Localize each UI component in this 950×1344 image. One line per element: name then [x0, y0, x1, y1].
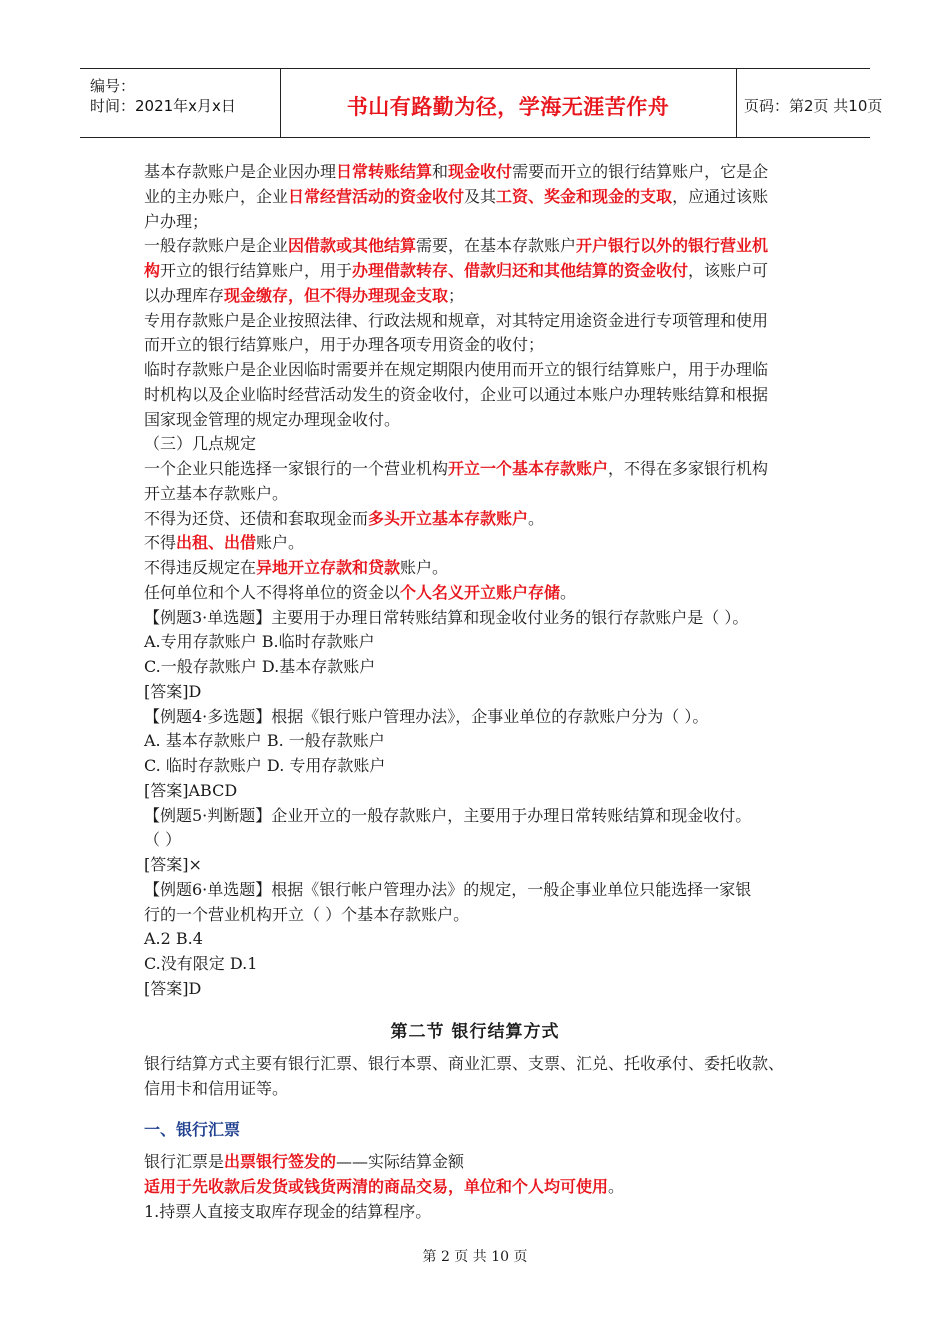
- text-segment: 而开立的银行结算账户，用于办理各项专用资金的收付；: [144, 335, 545, 355]
- text-segment: 和: [432, 162, 449, 181]
- text-line: [144, 210, 814, 235]
- highlighted-text: 适用于: [144, 1176, 193, 1196]
- text-segment: 业的主办账户，企业: [144, 186, 289, 206]
- text-segment: 以办理库存: [144, 285, 225, 305]
- text-line: [144, 804, 814, 829]
- section-title: 第二节 银行结算方式: [390, 1022, 560, 1042]
- text-segment: A.专用存款账户 B.临时存款账户: [144, 632, 375, 652]
- text-line: [144, 754, 814, 779]
- highlighted-text: 办理借款转存、借款归还和其他结算的资金收付: [352, 261, 689, 280]
- highlighted-text: 日常经营活动的资金收付: [288, 186, 465, 206]
- text-line: [144, 333, 814, 358]
- text-segment: 。: [608, 1176, 625, 1196]
- text-segment: 行的一个营业机构开立（ ）个基本存款账户。: [144, 904, 470, 924]
- text-segment: ，该账户可: [688, 261, 769, 280]
- text-segment: ；: [448, 285, 465, 305]
- text-line: [144, 160, 814, 185]
- header-info-cell: [80, 69, 281, 137]
- highlighted-text: 构: [144, 261, 161, 280]
- text-segment: [答案]D: [144, 681, 202, 701]
- text-line: [144, 482, 814, 507]
- text-segment: 【例题4·多选题】根据《银行账户管理办法》，企事业单位的存款账户分为（ ）。: [144, 706, 709, 726]
- text-segment: 【例题5·判断题】企业开立的一般存款账户，主要用于办理日常转账结算和现金收付。: [144, 805, 752, 825]
- text-segment: 时机构以及企业临时经营活动发生的资金收付，企业可以通过本账户办理转账结算和根据: [144, 384, 769, 404]
- highlighted-text: 现金缴存，但不得办理现金支取: [224, 285, 449, 305]
- text-segment: 1.持票人直接支取库存现金的结算程序。: [144, 1201, 432, 1221]
- text-line: [144, 1052, 784, 1077]
- text-segment: C. 临时存款账户 D. 专用存款账户: [144, 756, 386, 775]
- text-segment: [答案]ABCD: [144, 780, 238, 800]
- text-line: [144, 507, 814, 532]
- header-page-cell: [736, 69, 883, 137]
- text-line: [144, 185, 814, 210]
- highlighted-text: 开立一个基本存款账户: [448, 459, 609, 478]
- text-segment: 不得: [144, 533, 177, 553]
- highlighted-text: 工资、奖金和现金的支取: [496, 186, 673, 206]
- text-segment: 开立基本存款账户。: [144, 483, 289, 503]
- text-line: [144, 457, 814, 482]
- text-segment: 。: [560, 582, 577, 602]
- text-segment: （ ）: [144, 830, 182, 850]
- text-segment: 专用存款账户是企业按照法律、行政法规和规章，对其特定用途资金进行专项管理和使用: [144, 310, 769, 330]
- text-segment: 开立的银行结算账户，用于: [160, 261, 353, 280]
- text-line: [144, 878, 814, 903]
- text-line: [144, 1200, 624, 1225]
- text-segment: 基本存款账户是企业因办理: [144, 162, 337, 181]
- highlighted-text: 日常转账结算: [336, 162, 433, 181]
- document-number-label: 编号：: [90, 77, 136, 95]
- text-segment: 账户。: [400, 558, 449, 577]
- text-line: [144, 779, 814, 804]
- text-line: [144, 358, 814, 383]
- text-line: [144, 284, 814, 309]
- text-segment: 临时存款账户是企业因临时需要并在规定期限内使用而开立的银行结算账户，用于办理临: [144, 360, 769, 379]
- text-line: [144, 927, 814, 952]
- highlighted-text: 出票银行签发的: [224, 1152, 337, 1171]
- text-line: [144, 952, 814, 977]
- text-segment: A. 基本存款账户 B. 一般存款账户: [144, 731, 385, 751]
- text-segment: 【例题6·单选题】根据《银行帐户管理办法》的规定，一般企事业单位只能选择一家银: [144, 879, 752, 899]
- text-line: [144, 853, 814, 878]
- text-line: [144, 828, 814, 853]
- document-date-label: 时间：2021年x月x日: [90, 97, 236, 115]
- text-line: [144, 259, 814, 284]
- text-line: [144, 1077, 784, 1102]
- text-line: [144, 606, 814, 631]
- text-segment: 不得为还贷、还债和套取现金而: [144, 508, 369, 528]
- highlighted-text: 先收款后发货或钱货两清的商品交易，单位和个人均可使用: [192, 1176, 609, 1196]
- text-segment: 需要而开立的银行结算账户，它是企: [512, 162, 769, 181]
- main-body-text: [144, 160, 814, 1002]
- text-segment: （三）几点规定: [144, 434, 257, 454]
- text-segment: 及其: [464, 186, 497, 206]
- highlighted-text: 异地开立存款和贷款: [256, 558, 401, 577]
- text-line: [144, 234, 814, 259]
- text-line: [144, 383, 814, 408]
- subsection-body: [144, 1150, 624, 1224]
- text-line: [144, 680, 814, 705]
- text-segment: 信用卡和信用证等。: [144, 1078, 289, 1098]
- text-line: [144, 630, 814, 655]
- text-segment: 不得违反规定在: [144, 558, 257, 577]
- text-line: [144, 581, 814, 606]
- text-line: [144, 408, 814, 433]
- text-segment: 账户。: [256, 533, 305, 553]
- text-line: [144, 556, 814, 581]
- text-line: [144, 977, 814, 1002]
- section-intro: [144, 1052, 784, 1102]
- highlighted-text: 出租、出借: [176, 533, 257, 553]
- text-segment: ——实际结算金额: [336, 1152, 465, 1171]
- subsection-heading: 一、银行汇票: [144, 1120, 241, 1139]
- text-line: [144, 903, 814, 928]
- text-segment: C.一般存款账户 D.基本存款账户: [144, 657, 376, 676]
- text-segment: 银行汇票是: [144, 1152, 225, 1171]
- page-footer: 第 2 页 共 10 页: [422, 1249, 528, 1265]
- text-segment: [答案]D: [144, 978, 202, 998]
- highlighted-text: 个人名义开立账户存储: [400, 582, 561, 602]
- text-line: [144, 432, 814, 457]
- header-motto: 书山有路勤为径，学海无涯苦作舟: [346, 95, 670, 119]
- highlighted-text: 现金收付: [448, 162, 513, 181]
- text-segment: 一般存款账户是企业: [144, 236, 289, 256]
- text-segment: 银行结算方式主要有银行汇票、银行本票、商业汇票、支票、汇兑、托收承付、委托收款、: [144, 1054, 785, 1073]
- text-segment: 【例题3·单选题】主要用于办理日常转账结算和现金收付业务的银行存款账户是（ ）。: [144, 607, 749, 627]
- text-line: [144, 729, 814, 754]
- text-segment: 户办理；: [144, 211, 209, 231]
- header-motto-cell: [280, 69, 737, 137]
- text-line: [144, 1150, 624, 1175]
- text-segment: A.2 B.4: [144, 929, 203, 949]
- header-page-info: 页码：第2页 共10页: [744, 97, 883, 115]
- page-header: [80, 68, 883, 138]
- text-line: [144, 531, 814, 556]
- text-segment: ，应通过该账: [672, 186, 769, 206]
- text-segment: 需要，在基本存款账户: [416, 236, 577, 256]
- text-segment: 国家现金管理的规定办理现金收付。: [144, 409, 401, 429]
- text-line: [144, 309, 814, 334]
- text-segment: C.没有限定 D.1: [144, 954, 258, 973]
- text-line: [144, 655, 814, 680]
- text-segment: 。: [528, 508, 545, 528]
- highlighted-text: 因借款或其他结算: [288, 236, 417, 256]
- text-line: [144, 1175, 624, 1200]
- text-segment: 一个企业只能选择一家银行的一个营业机构: [144, 459, 449, 478]
- text-segment: ，不得在多家银行机构: [608, 459, 769, 478]
- highlighted-text: 开户银行以外的银行营业机: [576, 236, 769, 256]
- highlighted-text: 多头开立基本存款账户: [368, 508, 529, 528]
- text-segment: 任何单位和个人不得将单位的资金以: [144, 582, 401, 602]
- text-segment: [答案]×: [144, 855, 202, 874]
- text-line: [144, 705, 814, 730]
